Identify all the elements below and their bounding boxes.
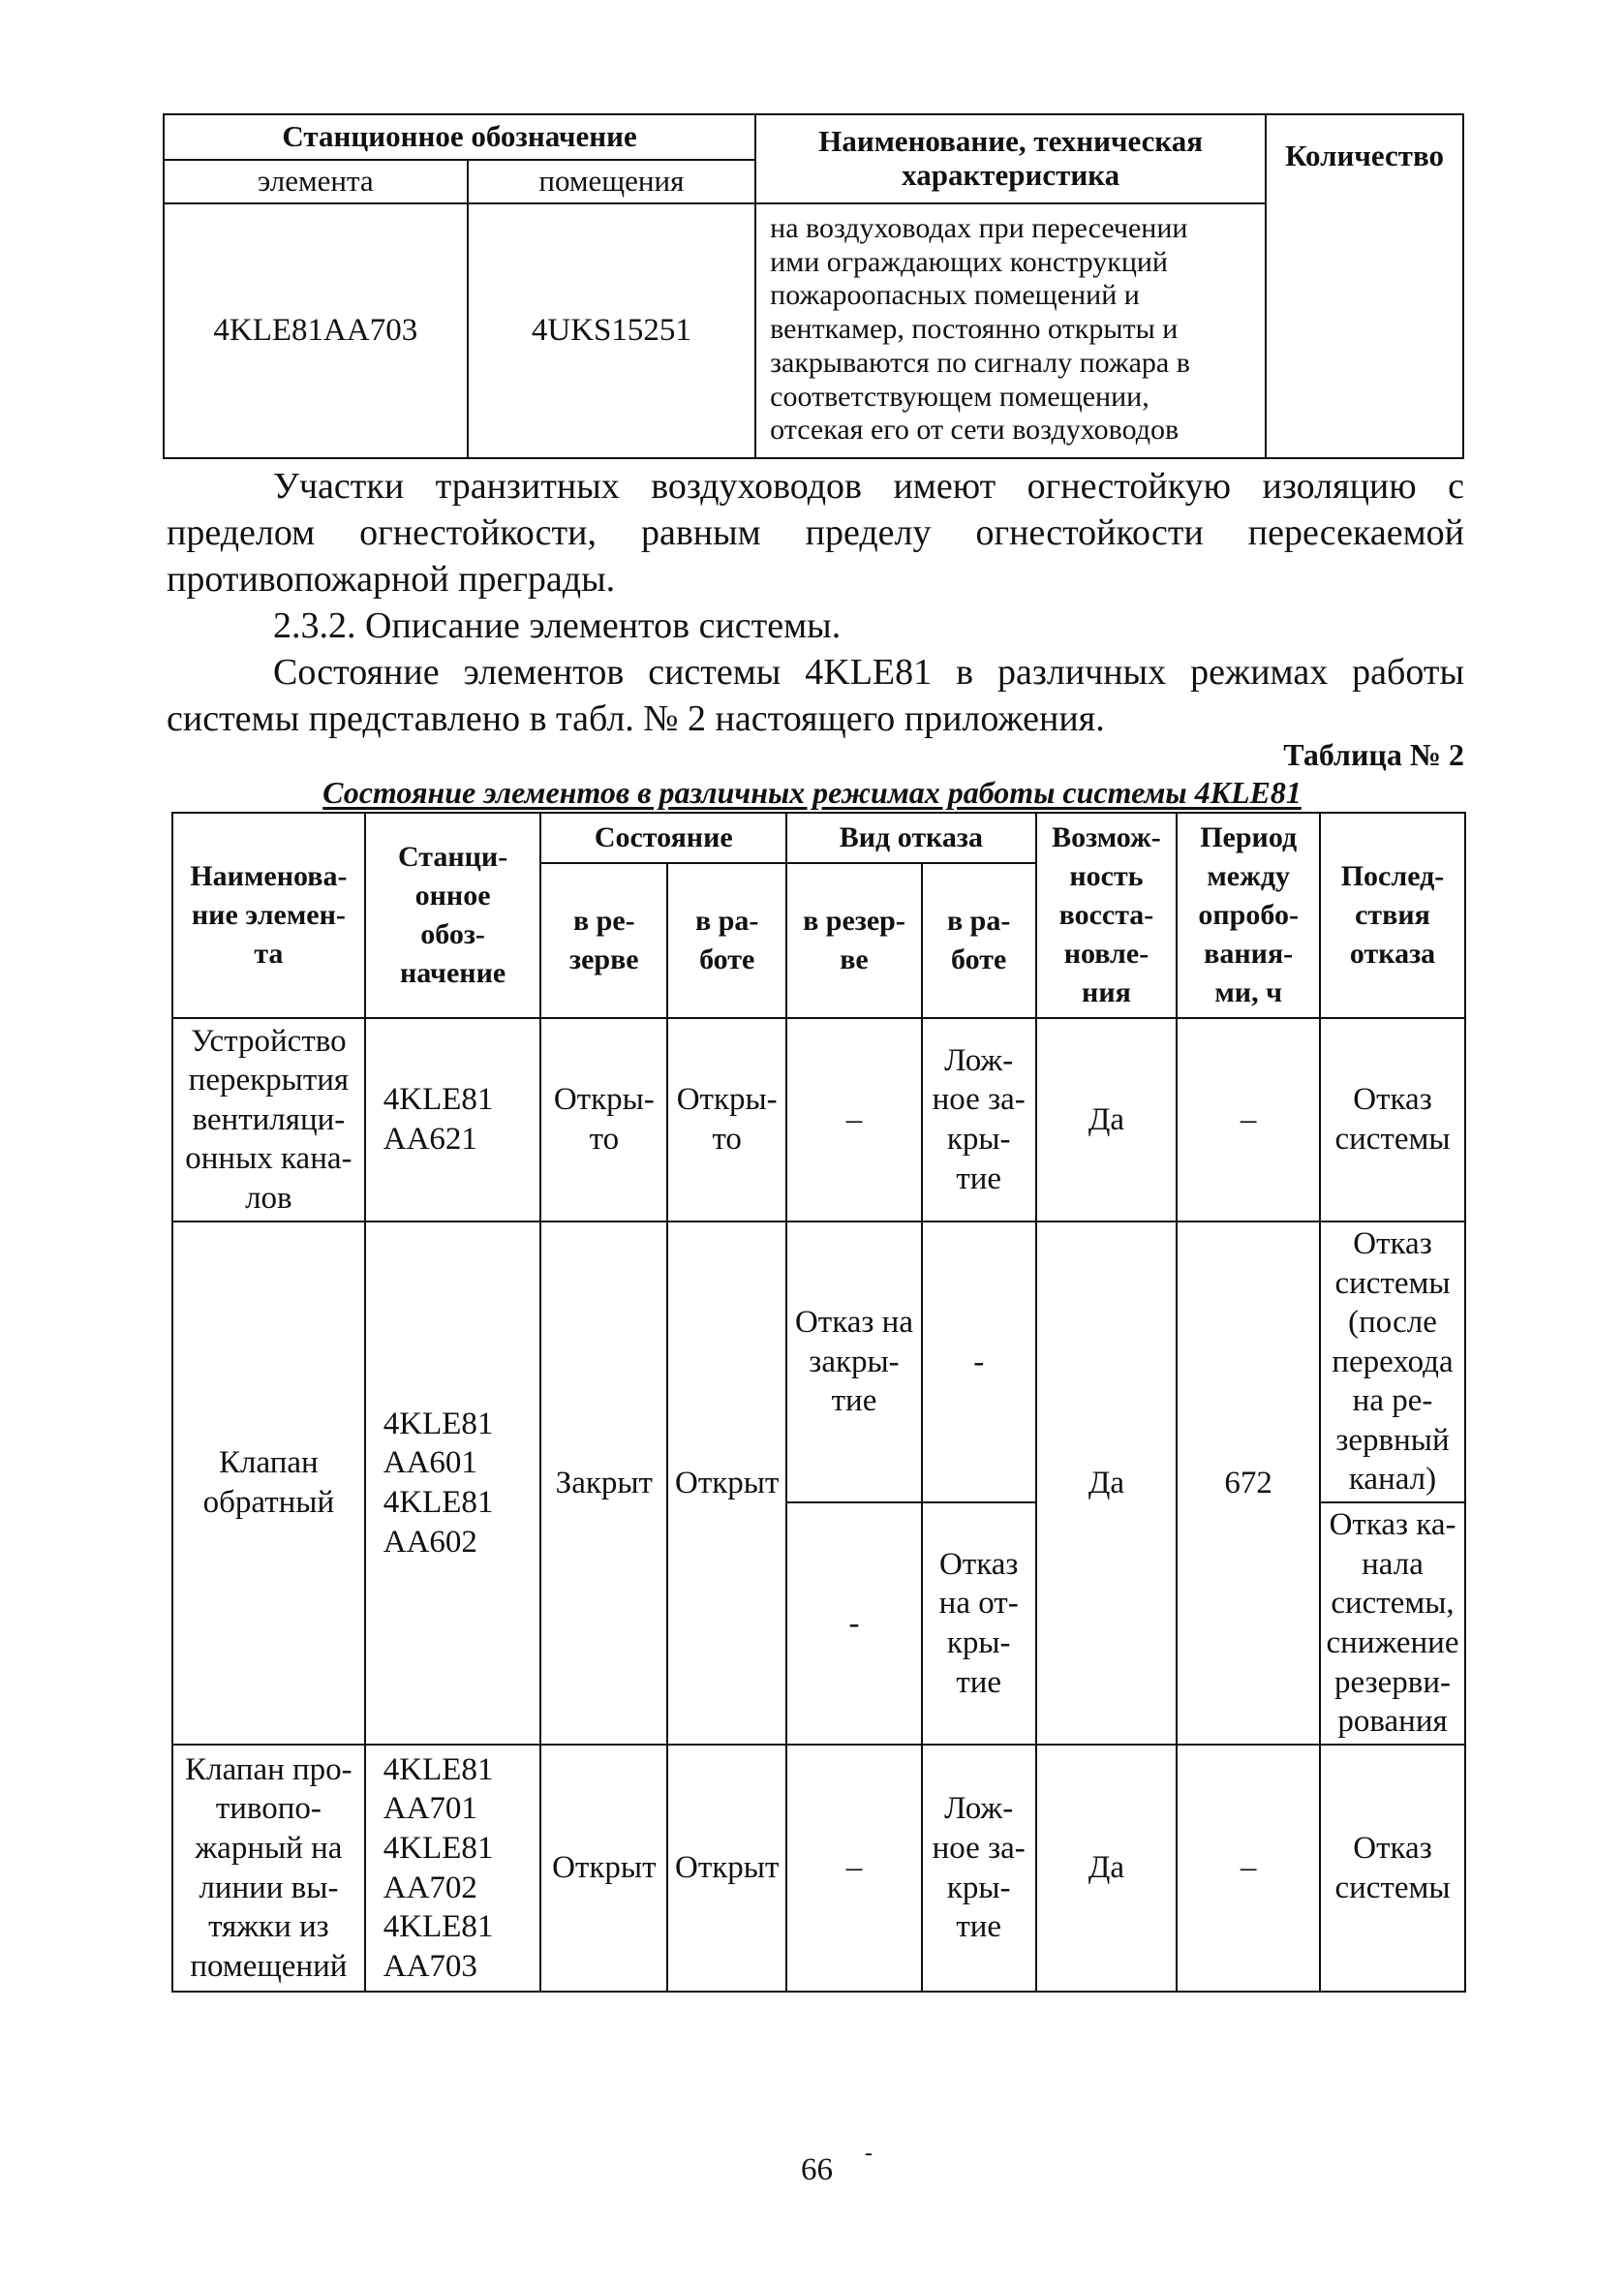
- state-work-cell: Открыт: [667, 1745, 786, 1992]
- state-work-header: в ра- боте: [667, 863, 786, 1018]
- table-2-element-states: [171, 812, 1466, 1993]
- table-title: Состояние элементов в различных режимах работы системы 4KLE81: [322, 775, 1302, 810]
- fail-reserve-header: в резер- ве: [786, 863, 922, 1018]
- table-row: [172, 1018, 1465, 1221]
- page-mark: -: [865, 2141, 873, 2166]
- fail-work-header: в ра- боте: [922, 863, 1036, 1018]
- table-row: [172, 1221, 1465, 1502]
- element-code-cell: 4KLE81AA703: [164, 203, 468, 458]
- state-reserve-cell: Закрыт: [540, 1221, 667, 1745]
- element-subheader: элемента: [164, 160, 468, 203]
- consequences-header: Послед- ствия отказа: [1320, 813, 1465, 1018]
- element-name-cell: Клапан про- тивопо- жарный на линии вы- тяжки из помещений: [172, 1745, 365, 1992]
- name-header: Наименова- ние элемен- та: [172, 813, 365, 1018]
- period-header: Период между опробо- вания- ми, ч: [1177, 813, 1320, 1018]
- paragraph-transit-ducts: Участки транзитных воздуховодов имеют огнестойкую изоляцию с пределом огнестойкости, равным пределу огнестойкости пересекаемой противопожарной преграды.: [167, 466, 1464, 600]
- fail-reserve-cell: Отказ на закры- тие: [786, 1221, 922, 1502]
- period-cell: –: [1177, 1018, 1320, 1221]
- recovery-header: Возмож- ность восста- новле- ния: [1036, 813, 1178, 1018]
- fail-work-cell: Лож- ное за- кры- тие: [922, 1745, 1036, 1992]
- paragraph-system-state: Состояние элементов системы 4KLE81 в различных режимах работы системы представлено в табл. № 2 настоящего приложения.: [167, 652, 1464, 739]
- room-subheader: помещения: [468, 160, 756, 203]
- recovery-cell: Да: [1036, 1745, 1178, 1992]
- table-number: Таблица № 2: [1283, 737, 1464, 772]
- state-work-cell: Открыт: [667, 1221, 786, 1745]
- state-header: Состояние: [540, 813, 786, 863]
- station-code-cell: 4KLE81 AA601 4KLE81 AA602: [365, 1221, 541, 1745]
- fail-reserve-cell: -: [786, 1502, 922, 1745]
- station-header: Станци- онное обоз- начение: [365, 813, 541, 1018]
- consequences-cell: Отказ системы: [1320, 1745, 1465, 1992]
- station-code-cell: 4KLE81 AA621: [365, 1018, 541, 1221]
- table-1-continuation: [163, 113, 1464, 459]
- state-work-cell: Откры- то: [667, 1018, 786, 1221]
- period-cell: 672: [1177, 1221, 1320, 1745]
- consequences-cell: Отказ системы (после перехода на ре- зервный канал): [1320, 1221, 1465, 1502]
- table-row: [172, 1745, 1465, 1992]
- station-code-cell: 4KLE81 AA701 4KLE81 AA702 4KLE81 AA703: [365, 1745, 541, 1992]
- name-characteristic-header: Наименование, техническая характеристика: [755, 114, 1266, 203]
- description-cell: на воздуховодах при пересечении ими ограждающих конструкций пожароопасных помещений и венткамер, постоянно открыты и закрываются по сигналу пожара в соответствующем помещении, отсекая его от сети воздуховодов: [755, 203, 1266, 458]
- fail-reserve-cell: –: [786, 1745, 922, 1992]
- fail-work-cell: -: [922, 1221, 1036, 1502]
- section-heading: 2.3.2. Описание элементов системы.: [273, 605, 842, 646]
- period-cell: –: [1177, 1745, 1320, 1992]
- element-name-cell: Устройство перекрытия вентиляци- онных кана- лов: [172, 1018, 365, 1221]
- consequences-cell: Отказ системы: [1320, 1018, 1465, 1221]
- element-name-cell: Клапан обратный: [172, 1221, 365, 1745]
- recovery-cell: Да: [1036, 1018, 1178, 1221]
- consequences-cell: Отказ ка- нала системы, снижение резерви- рования: [1320, 1502, 1465, 1745]
- fail-reserve-cell: –: [786, 1018, 922, 1221]
- fail-work-cell: Отказ на от- кры- тие: [922, 1502, 1036, 1745]
- failure-type-header: Вид отказа: [786, 813, 1035, 863]
- page-number: 66: [801, 2152, 833, 2187]
- recovery-cell: Да: [1036, 1221, 1178, 1745]
- state-reserve-header: в ре- зерве: [540, 863, 667, 1018]
- fail-work-cell: Лож- ное за- кры- тие: [922, 1018, 1036, 1221]
- room-code-cell: 4UKS15251: [468, 203, 756, 458]
- station-designation-header: Станционное обозначение: [164, 114, 755, 160]
- quantity-header: Количество: [1266, 114, 1463, 458]
- state-reserve-cell: Открыт: [540, 1745, 667, 1992]
- state-reserve-cell: Откры- то: [540, 1018, 667, 1221]
